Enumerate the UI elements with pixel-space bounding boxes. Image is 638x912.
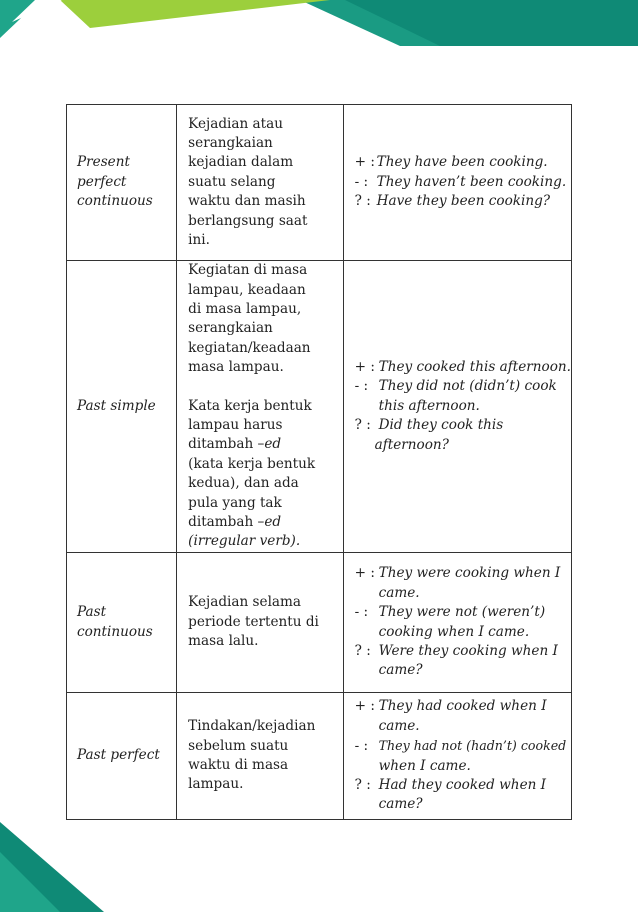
table-row [67,553,572,693]
example-negative: - : They haven’t been cooking. [354,173,567,190]
tense-name-cell: Present perfect continuous [67,105,177,261]
description-cell: Tindakan/kejadian sebelum suatu waktu di masa lampau. [177,693,343,820]
description-cell: Kejadian atau serangkaian kejadian dalam suatu selang waktu dan masih berlangsung saat ini. [177,105,343,261]
example-cell: + : They were cooking when I came. - : They were not (weren’t) cooking when I came. ? : Were they cooking when I came? [343,553,571,693]
example-cell: + : They had cooked when I came. - : They had not (hadn’t) cooked when I came. ? : Had they cooked when I came? [343,693,571,820]
example-question: ? : Did they cook this [354,417,504,434]
example-question: ? : Were they cooking when I [354,642,558,659]
example-question: ? : Had they cooked when I [354,776,547,793]
tense-name-cell: Past perfect [67,693,177,820]
tense-name-cell: Past continuous [67,553,177,693]
footer-decoration [0,822,140,912]
example-question: ? : Have they been cooking? [354,193,551,210]
example-positive: + : They had cooked when I [354,698,547,715]
example-positive: + : They have been cooking. [354,154,548,171]
table-row [67,105,572,261]
tense-name-cell: Past simple [67,261,177,553]
tenses-table [66,104,572,820]
example-negative: - : They did not (didn’t) cook [354,378,557,395]
example-cell: + : They cooked this afternoon. - : They did not (didn’t) cook this afternoon. ? : Did they cook this afternoon? [343,261,571,553]
example-positive: + : They were cooking when I [354,565,561,582]
example-cell [343,105,571,261]
header-decoration [0,0,638,50]
description-cell: Kegiatan di masa lampau, keadaan di masa lampau, serangkaian kegiatan/keadaan masa lampau. Kata kerja bentuk lampau harus ditambah –ed (kata kerja bentuk kedua), dan ada pula yang tak ditambah –ed (irregular verb). [177,261,343,553]
example-negative: - : They were not (weren’t) [354,604,546,621]
table-row [67,693,572,820]
table-row [67,261,572,553]
example-negative: - : They had not (hadn’t) cooked [354,738,567,755]
example-positive: + : They cooked this afternoon. [354,358,571,375]
description-cell: Kejadian selama periode tertentu di masa lalu. [177,553,343,693]
